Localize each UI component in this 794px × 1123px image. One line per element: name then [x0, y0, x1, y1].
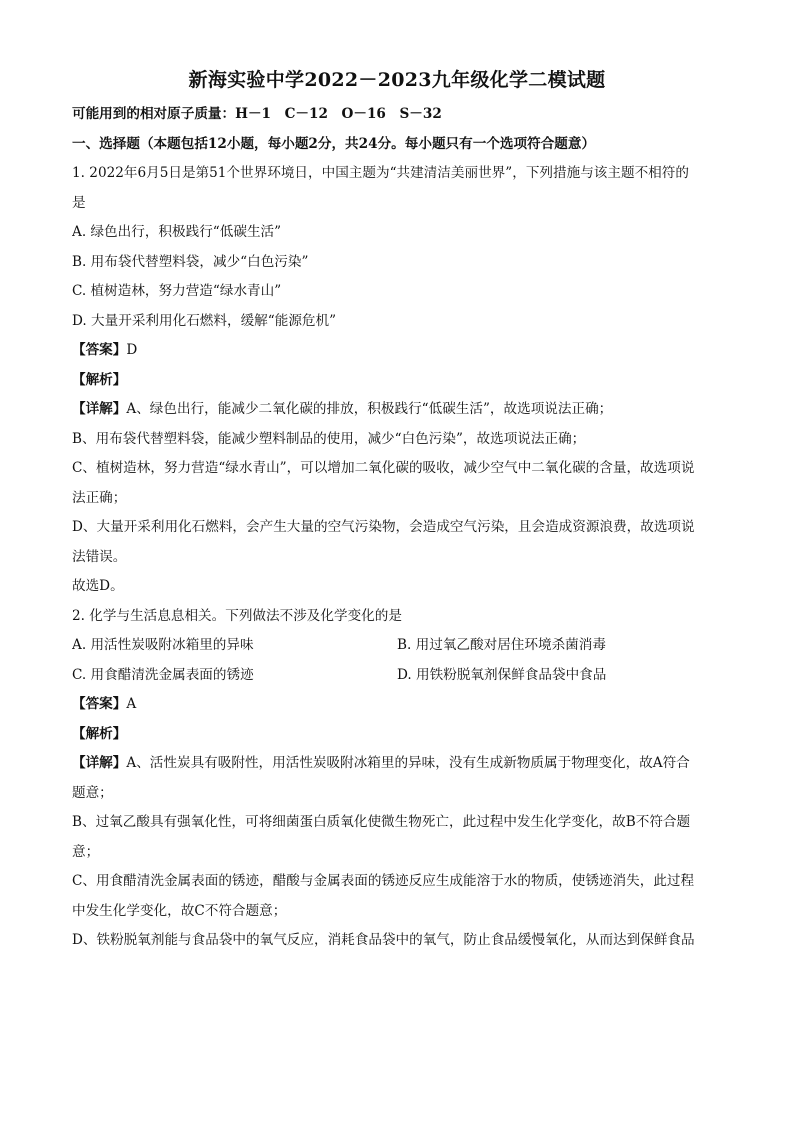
- q2-detail-line-7: D、铁粉脱氧剂能与食品袋中的氧气反应，消耗食品袋中的氧气，防止食品缓慢氧化，从而达到保鲜食品: [72, 932, 695, 948]
- q2-options-row-2: [72, 661, 722, 691]
- q1-detail-line-2: B、用布袋代替塑料袋，能减少塑料制品的使用，减少“白色污染”，故选项说法正确；: [72, 430, 586, 447]
- q2-stem: 2. 化学与生活息息相关。下列做法不涉及化学变化的是: [72, 607, 402, 624]
- detail-tag: 【详解】: [72, 401, 127, 417]
- q1-analysis-tag: 【解析】: [72, 371, 127, 388]
- question-1: [72, 159, 722, 602]
- q1-detail-line-5: D、大量开采利用化石燃料，会产生大量的空气污染物，会造成空气污染，且会造成资源浪费，故选项说: [72, 519, 695, 535]
- exam-page: [72, 66, 722, 956]
- answer-value: D: [126, 342, 138, 358]
- q1-option-b: B. 用布袋代替塑料袋，减少“白色污染”: [72, 253, 309, 270]
- q2-option-a: A. 用活性炭吸附冰箱里的异味: [72, 637, 254, 653]
- section-header: 一、选择题（本题包括12小题，每小题2分，共24分。每小题只有一个选项符合题意）: [72, 135, 596, 152]
- q2-detail-line-2: 题意；: [72, 784, 113, 801]
- q2-detail-line-4: 意；: [72, 843, 100, 860]
- q1-detail-line-3: C、植树造林，努力营造“绿水青山”，可以增加二氧化碳的吸收，减少空气中二氧化碳的含量，故选项说: [72, 460, 695, 476]
- answer-value: A: [126, 696, 137, 712]
- q2-analysis-tag: 【解析】: [72, 725, 127, 742]
- detail-text: A、活性炭具有吸附性，用活性炭吸附冰箱里的异味，没有生成新物质属于物理变化，故A符合: [126, 755, 690, 771]
- q1-stem-line-1: 1. 2022年6月5日是第51个世界环境日，中国主题为“共建清洁美丽世界”，下列措施与该主题不相符的: [72, 165, 689, 181]
- q2-options-row-1: [72, 631, 722, 661]
- q1-answer: [72, 336, 722, 366]
- answer-tag: 【答案】: [72, 342, 127, 358]
- q2-detail-line-1: [72, 749, 722, 779]
- page-title: 新海实验中学2022－2023九年级化学二模试题: [188, 69, 606, 91]
- q2-option-b: B. 用过氧乙酸对居住环境杀菌消毒: [397, 637, 606, 653]
- detail-text: A、绿色出行，能减少二氧化碳的排放，积极践行“低碳生活”，故选项说法正确；: [126, 401, 613, 417]
- q1-conclusion: 故选D。: [72, 578, 124, 594]
- q1-detail-line-4: 法正确；: [72, 489, 127, 506]
- q2-detail-line-5: C、用食醋清洗金属表面的锈迹，醋酸与金属表面的锈迹反应生成能溶于水的物质，使锈迹消失，此过程: [72, 873, 695, 889]
- answer-tag: 【答案】: [72, 696, 127, 712]
- q1-option-a: A. 绿色出行，积极践行“低碳生活”: [72, 224, 282, 240]
- q2-answer: [72, 690, 722, 720]
- q1-detail-line-1: [72, 395, 722, 425]
- q2-option-c: C. 用食醋清洗金属表面的锈迹: [72, 666, 254, 683]
- question-2: [72, 602, 722, 956]
- q1-stem-line-2: 是: [72, 194, 86, 211]
- q1-detail-line-6: 法错误。: [72, 548, 127, 565]
- q2-detail-line-3: B、过氧乙酸具有强氧化性，可将细菌蛋白质氧化使微生物死亡，此过程中发生化学变化，故B不符合题: [72, 814, 691, 830]
- q1-option-c: C. 植树造林，努力营造“绿水青山”: [72, 283, 282, 299]
- detail-tag: 【详解】: [72, 755, 127, 771]
- q1-option-d: D. 大量开采利用化石燃料，缓解“能源危机”: [72, 312, 337, 329]
- q2-option-d: D. 用铁粉脱氧剂保鲜食品袋中食品: [397, 666, 607, 683]
- atomic-mass-note: 可能用到的相对原子质量：H－1 C－12 O－16 S－32: [72, 106, 442, 122]
- q2-detail-line-6: 中发生化学变化，故C不符合题意；: [72, 902, 287, 919]
